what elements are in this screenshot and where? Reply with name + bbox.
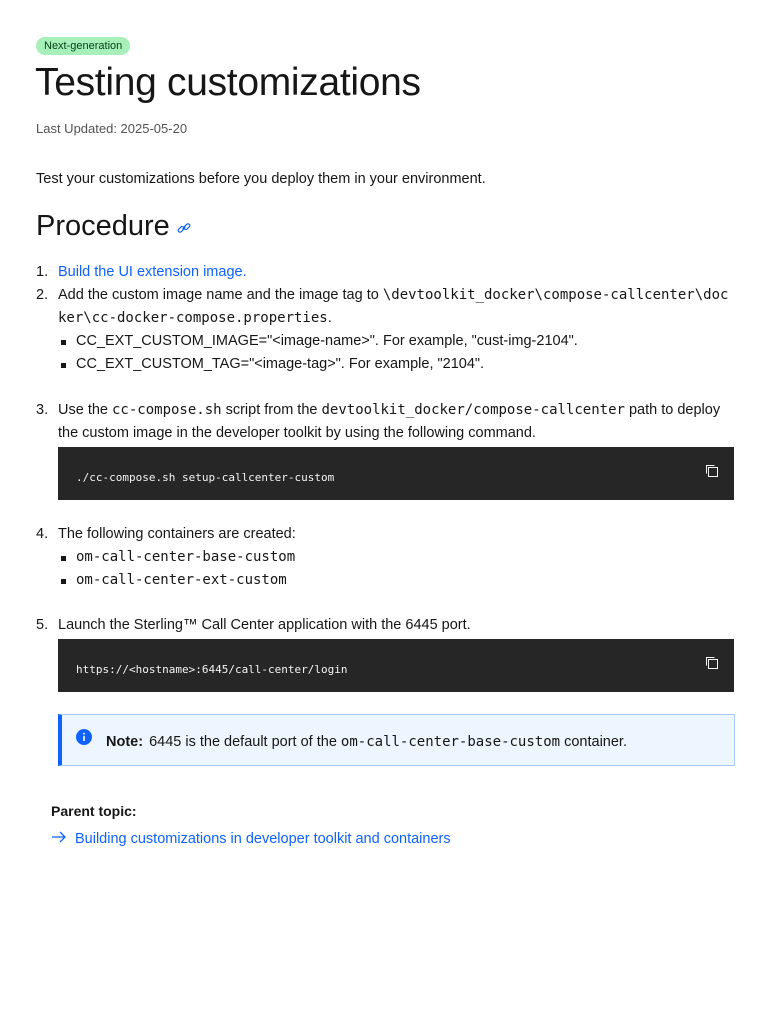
- list-item: CC_EXT_CUSTOM_TAG="<image-tag>". For example, "2104".: [58, 353, 736, 376]
- step-text: .: [327, 310, 332, 326]
- step-text: The following containers are created:: [58, 526, 296, 542]
- containers-list: [58, 546, 736, 592]
- build-ui-extension-link[interactable]: Build the UI extension image.: [58, 264, 247, 280]
- command-text: ./cc-compose.sh setup-callcenter-custom: [76, 471, 335, 484]
- code-block: [58, 447, 734, 500]
- list-item: om-call-center-base-custom: [58, 546, 736, 569]
- step-2: [36, 284, 736, 376]
- step-1: [36, 261, 736, 284]
- container-name: om-call-center-base-custom: [340, 734, 561, 750]
- parent-topic-link[interactable]: [51, 831, 451, 847]
- step-text: script from the: [221, 402, 322, 418]
- procedure-heading: [36, 206, 192, 247]
- note-body: 6445 is the default port of the: [149, 734, 341, 750]
- list-item: om-call-center-ext-custom: [58, 569, 736, 592]
- properties-path: \devtoolkit_docker\compose-callcenter\docker\cc-docker-compose.properties: [58, 287, 729, 326]
- step-number: 4.: [36, 526, 49, 542]
- step-text: Launch the Sterling™ Call Center application with the 6445 port.: [58, 617, 471, 633]
- image-settings-list: [58, 330, 736, 376]
- last-updated: Last Updated: 2025-05-20: [36, 121, 188, 136]
- step-number: 2.: [36, 287, 49, 303]
- parent-topic-link-text: Building customizations in developer toolkit and containers: [75, 831, 451, 847]
- script-name: cc-compose.sh: [112, 402, 222, 418]
- parent-topic-label: Parent topic:: [51, 803, 137, 819]
- step-4: [36, 523, 736, 592]
- code-block: [58, 639, 734, 692]
- page-title: Testing customizations: [35, 61, 421, 104]
- copy-icon[interactable]: [704, 655, 720, 671]
- command-text: https://<hostname>:6445/call-center/login: [76, 663, 348, 676]
- script-path: devtoolkit_docker/compose-callcenter: [321, 402, 625, 418]
- step-number: 1.: [36, 264, 49, 280]
- note-text: [106, 731, 627, 754]
- link-icon[interactable]: [176, 207, 192, 247]
- step-3: [36, 399, 736, 500]
- step-number: 3.: [36, 402, 49, 418]
- step-text: Add the custom image name and the image tag to: [58, 287, 383, 303]
- step-number: 5.: [36, 617, 49, 633]
- info-icon: [76, 729, 92, 753]
- list-item: CC_EXT_CUSTOM_IMAGE="<image-name>". For example, "cust-img-2104".: [58, 330, 736, 353]
- step-text: path to deploy the custom image in the developer toolkit by using the following command.: [58, 402, 721, 441]
- procedure-heading-text: Procedure: [36, 210, 170, 242]
- note-label: Note:: [106, 734, 144, 750]
- next-generation-badge: Next-generation: [36, 37, 130, 55]
- note-callout: [58, 714, 735, 766]
- intro-paragraph: Test your customizations before you deploy them in your environment.: [36, 171, 486, 187]
- note-body: container.: [560, 734, 627, 750]
- arrow-right-icon: [51, 831, 67, 847]
- step-text: Use the: [58, 402, 112, 418]
- step-5: [36, 614, 736, 766]
- copy-icon[interactable]: [704, 463, 720, 479]
- procedure-steps: [36, 261, 736, 766]
